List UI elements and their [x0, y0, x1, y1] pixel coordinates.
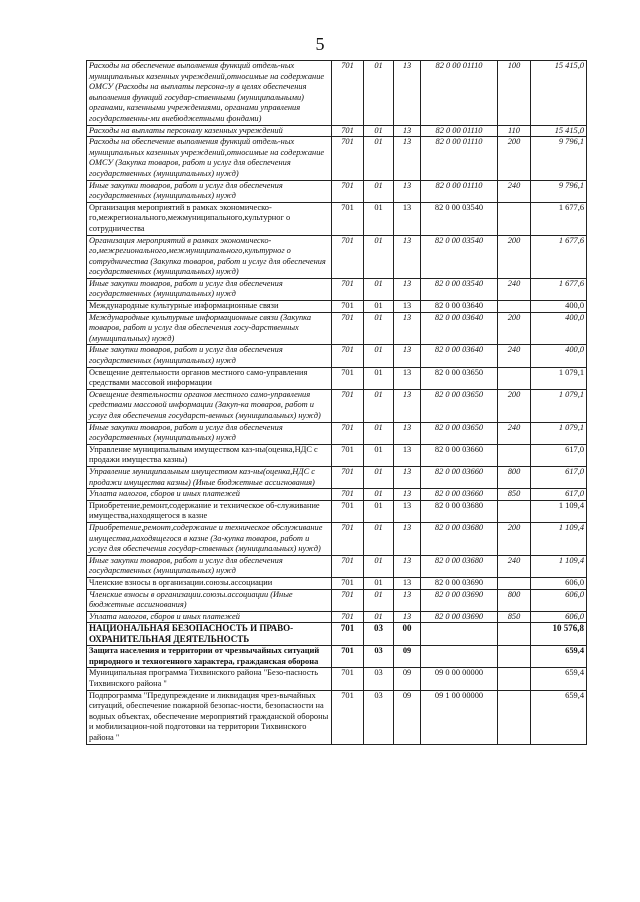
row-subsection-code-cell: 13: [394, 522, 421, 555]
row-section-code-cell: 01: [364, 444, 394, 466]
row-section-code-cell: 01: [364, 312, 394, 345]
row-expense-type-cell: 240: [498, 180, 531, 202]
table-row: [87, 202, 587, 235]
row-expense-type-cell: [498, 668, 531, 690]
row-name-cell: Управление муниципальным имуществом каз-ны(оценка,НДС с продажи имущества казны) (Иные бюджетные ассигнования): [87, 466, 332, 488]
row-target-article-cell: 82 0 00 01110: [421, 61, 498, 126]
row-section-code-cell: 01: [364, 589, 394, 611]
row-name-cell: Членские взносы в организации.союзы.ассоциации (Иные бюджетные ассигнования): [87, 589, 332, 611]
row-subsection-code-cell: 13: [394, 345, 421, 367]
row-expense-type-cell: 240: [498, 555, 531, 577]
row-subsection-code-cell: 13: [394, 422, 421, 444]
table-row: [87, 367, 587, 389]
table-row: [87, 301, 587, 313]
row-subsection-code-cell: 13: [394, 489, 421, 501]
row-subsection-code-cell: 09: [394, 668, 421, 690]
row-amount-cell: 400,0: [531, 345, 587, 367]
table-row: [87, 389, 587, 422]
row-admin-code-cell: 701: [332, 623, 364, 646]
row-name-cell: Расходы на обеспечение выполнения функций отдель-ных муниципальных казенных учреждений,относимые на содержание ОМСУ (Закупка товаров, работ и услуг для обеспечения государственных (муниципальных) нужд): [87, 137, 332, 180]
row-admin-code-cell: 701: [332, 646, 364, 668]
row-expense-type-cell: 800: [498, 466, 531, 488]
row-subsection-code-cell: 13: [394, 137, 421, 180]
row-admin-code-cell: 701: [332, 668, 364, 690]
table-row: [87, 444, 587, 466]
row-section-code-cell: 01: [364, 125, 394, 137]
row-section-code-cell: 03: [364, 668, 394, 690]
row-subsection-code-cell: 13: [394, 278, 421, 300]
row-target-article-cell: 82 0 00 03690: [421, 589, 498, 611]
row-subsection-code-cell: 13: [394, 125, 421, 137]
row-admin-code-cell: 701: [332, 690, 364, 744]
row-section-code-cell: 01: [364, 202, 394, 235]
row-target-article-cell: 82 0 00 03540: [421, 235, 498, 278]
row-expense-type-cell: 200: [498, 137, 531, 180]
row-target-article-cell: 82 0 00 03650: [421, 422, 498, 444]
row-section-code-cell: 01: [364, 500, 394, 522]
table-row: [87, 61, 587, 126]
row-amount-cell: 1 079,1: [531, 422, 587, 444]
row-admin-code-cell: 701: [332, 137, 364, 180]
row-admin-code-cell: 701: [332, 180, 364, 202]
row-name-cell: Защита населения и территории от чрезвычайных ситуаций природного и техногенного характера, гражданская оборона: [87, 646, 332, 668]
row-target-article-cell: 82 0 00 03680: [421, 500, 498, 522]
table-row: [87, 668, 587, 690]
row-subsection-code-cell: 13: [394, 301, 421, 313]
row-admin-code-cell: 701: [332, 278, 364, 300]
row-target-article-cell: 82 0 00 03650: [421, 389, 498, 422]
row-amount-cell: 606,0: [531, 577, 587, 589]
row-target-article-cell: 82 0 00 03690: [421, 611, 498, 623]
row-subsection-code-cell: 09: [394, 690, 421, 744]
row-section-code-cell: 01: [364, 389, 394, 422]
row-amount-cell: 1 109,4: [531, 500, 587, 522]
row-subsection-code-cell: 13: [394, 500, 421, 522]
row-target-article-cell: 82 0 00 03640: [421, 312, 498, 345]
row-expense-type-cell: 850: [498, 611, 531, 623]
budget-table: [86, 60, 587, 745]
row-section-code-cell: 01: [364, 577, 394, 589]
row-amount-cell: 1 079,1: [531, 389, 587, 422]
row-name-cell: Расходы на выплаты персоналу казенных учреждений: [87, 125, 332, 137]
row-target-article-cell: 82 0 00 03640: [421, 345, 498, 367]
row-target-article-cell: [421, 646, 498, 668]
row-name-cell: Международные культурные информационные связи: [87, 301, 332, 313]
row-name-cell: Управление муниципальным имуществом каз-ны(оценка,НДС с продажи имущества казны): [87, 444, 332, 466]
table-row: [87, 611, 587, 623]
row-section-code-cell: 01: [364, 235, 394, 278]
row-amount-cell: 617,0: [531, 489, 587, 501]
table-row: [87, 555, 587, 577]
row-section-code-cell: 01: [364, 367, 394, 389]
row-name-cell: Иные закупки товаров, работ и услуг для обеспечения государственных (муниципальных) нужд: [87, 278, 332, 300]
row-admin-code-cell: 701: [332, 61, 364, 126]
row-admin-code-cell: 701: [332, 345, 364, 367]
row-target-article-cell: 82 0 00 01110: [421, 180, 498, 202]
row-expense-type-cell: 240: [498, 345, 531, 367]
row-expense-type-cell: [498, 690, 531, 744]
table-row: [87, 180, 587, 202]
row-name-cell: Освещение деятельности органов местного само-управления средствами массовой информации: [87, 367, 332, 389]
table-row: [87, 690, 587, 744]
row-admin-code-cell: 701: [332, 444, 364, 466]
row-amount-cell: 9 796,1: [531, 137, 587, 180]
row-section-code-cell: 01: [364, 180, 394, 202]
row-name-cell: Уплата налогов, сборов и иных платежей: [87, 489, 332, 501]
row-expense-type-cell: 200: [498, 389, 531, 422]
row-expense-type-cell: [498, 623, 531, 646]
row-section-code-cell: 01: [364, 522, 394, 555]
row-amount-cell: 15 415,0: [531, 125, 587, 137]
row-expense-type-cell: 240: [498, 422, 531, 444]
row-subsection-code-cell: 13: [394, 235, 421, 278]
row-target-article-cell: [421, 623, 498, 646]
row-section-code-cell: 01: [364, 555, 394, 577]
row-section-code-cell: 01: [364, 61, 394, 126]
row-amount-cell: 606,0: [531, 611, 587, 623]
row-expense-type-cell: [498, 500, 531, 522]
row-amount-cell: 1 677,6: [531, 202, 587, 235]
row-admin-code-cell: 701: [332, 500, 364, 522]
row-name-cell: Иные закупки товаров, работ и услуг для обеспечения государственных (муниципальных) нужд: [87, 422, 332, 444]
row-expense-type-cell: 200: [498, 522, 531, 555]
row-admin-code-cell: 701: [332, 301, 364, 313]
row-section-code-cell: 03: [364, 690, 394, 744]
row-expense-type-cell: [498, 577, 531, 589]
table-row: [87, 345, 587, 367]
row-admin-code-cell: 701: [332, 611, 364, 623]
row-amount-cell: 1 677,6: [531, 235, 587, 278]
row-target-article-cell: 82 0 00 03680: [421, 555, 498, 577]
row-subsection-code-cell: 09: [394, 646, 421, 668]
row-amount-cell: 659,4: [531, 646, 587, 668]
row-subsection-code-cell: 00: [394, 623, 421, 646]
budget-table-body: [87, 61, 587, 745]
table-row: [87, 623, 587, 646]
row-amount-cell: 617,0: [531, 444, 587, 466]
row-expense-type-cell: 100: [498, 61, 531, 126]
row-subsection-code-cell: 13: [394, 367, 421, 389]
row-name-cell: Расходы на обеспечение выполнения функций отдель-ных муниципальных казенных учреждений,относимые на содержание ОМСУ (Расходы на выплаты персона-лу в целях обеспечения выполнения функций государ-ственными (муниципальными) органами, казенными учреждениями, органами управления государственны-ми внебюджетными фондами): [87, 61, 332, 126]
row-target-article-cell: 82 0 00 03660: [421, 444, 498, 466]
row-admin-code-cell: 701: [332, 367, 364, 389]
row-expense-type-cell: 850: [498, 489, 531, 501]
row-subsection-code-cell: 13: [394, 202, 421, 235]
row-subsection-code-cell: 13: [394, 444, 421, 466]
row-amount-cell: 1 109,4: [531, 555, 587, 577]
row-admin-code-cell: 701: [332, 522, 364, 555]
row-target-article-cell: 82 0 00 03660: [421, 489, 498, 501]
row-target-article-cell: 82 0 00 03680: [421, 522, 498, 555]
row-expense-type-cell: [498, 646, 531, 668]
row-expense-type-cell: [498, 301, 531, 313]
row-subsection-code-cell: 13: [394, 555, 421, 577]
row-target-article-cell: 82 0 00 01110: [421, 125, 498, 137]
row-section-code-cell: 01: [364, 137, 394, 180]
row-subsection-code-cell: 13: [394, 389, 421, 422]
row-target-article-cell: 82 0 00 03690: [421, 577, 498, 589]
row-amount-cell: 400,0: [531, 312, 587, 345]
table-row: [87, 500, 587, 522]
row-subsection-code-cell: 13: [394, 180, 421, 202]
row-admin-code-cell: 701: [332, 466, 364, 488]
row-target-article-cell: 09 1 00 00000: [421, 690, 498, 744]
row-expense-type-cell: 800: [498, 589, 531, 611]
row-subsection-code-cell: 13: [394, 466, 421, 488]
row-amount-cell: 400,0: [531, 301, 587, 313]
row-target-article-cell: 82 0 00 01110: [421, 137, 498, 180]
row-amount-cell: 15 415,0: [531, 61, 587, 126]
row-subsection-code-cell: 13: [394, 312, 421, 345]
row-name-cell: Подпрограмма "Предупреждение и ликвидация чрез-вычайных ситуаций, обеспечение пожарной безопас-ности, безопасности на водных объектах, обеспечение мероприятий гражданской обороны и мобилизацион-ной подготовки на территории Тихвинского района ": [87, 690, 332, 744]
row-name-cell: Международные культурные информационные связи (Закупка товаров, работ и услуг для обеспечения госу-дарственных (муниципальных) нужд): [87, 312, 332, 345]
row-admin-code-cell: 701: [332, 577, 364, 589]
row-expense-type-cell: 200: [498, 312, 531, 345]
row-amount-cell: 1 109,4: [531, 522, 587, 555]
row-subsection-code-cell: 13: [394, 589, 421, 611]
row-section-code-cell: 01: [364, 345, 394, 367]
row-section-code-cell: 03: [364, 646, 394, 668]
row-admin-code-cell: 701: [332, 389, 364, 422]
table-row: [87, 522, 587, 555]
row-expense-type-cell: [498, 367, 531, 389]
row-admin-code-cell: 701: [332, 312, 364, 345]
row-name-cell: Членские взносы в организации.союзы.ассоциации: [87, 577, 332, 589]
row-name-cell: Иные закупки товаров, работ и услуг для обеспечения государственных (муниципальных) нужд: [87, 180, 332, 202]
row-amount-cell: 10 576,8: [531, 623, 587, 646]
row-admin-code-cell: 701: [332, 202, 364, 235]
row-name-cell: Организация мероприятий в рамках экономическо-го,межрегионального,межмуниципального,культурног о сотрудничества: [87, 202, 332, 235]
table-row: [87, 422, 587, 444]
row-amount-cell: 1 677,6: [531, 278, 587, 300]
row-section-code-cell: 03: [364, 623, 394, 646]
row-section-code-cell: 01: [364, 278, 394, 300]
row-amount-cell: 1 079,1: [531, 367, 587, 389]
row-name-cell: Приобретение,ремонт,содержание и техническое об-служивание имущества,находящегося в казне: [87, 500, 332, 522]
row-subsection-code-cell: 13: [394, 577, 421, 589]
row-admin-code-cell: 701: [332, 422, 364, 444]
row-admin-code-cell: 701: [332, 589, 364, 611]
table-row: [87, 278, 587, 300]
row-subsection-code-cell: 13: [394, 611, 421, 623]
row-admin-code-cell: 701: [332, 235, 364, 278]
row-subsection-code-cell: 13: [394, 61, 421, 126]
row-expense-type-cell: [498, 444, 531, 466]
row-name-cell: Организация мероприятий в рамках экономическо-го,межрегионального,межмуниципального,культурног о сотрудничества (Закупка товаров, работ и услуг для обеспечения государственных (муниципальных) нужд): [87, 235, 332, 278]
row-name-cell: Уплата налогов, сборов и иных платежей: [87, 611, 332, 623]
table-row: [87, 577, 587, 589]
row-expense-type-cell: 200: [498, 235, 531, 278]
table-row: [87, 125, 587, 137]
row-expense-type-cell: 240: [498, 278, 531, 300]
row-name-cell: НАЦИОНАЛЬНАЯ БЕЗОПАСНОСТЬ И ПРАВО-ОХРАНИТЕЛЬНАЯ ДЕЯТЕЛЬНОСТЬ: [87, 623, 332, 646]
table-row: [87, 589, 587, 611]
row-target-article-cell: 09 0 00 00000: [421, 668, 498, 690]
row-target-article-cell: 82 0 00 03540: [421, 202, 498, 235]
table-row: [87, 312, 587, 345]
row-amount-cell: 659,4: [531, 668, 587, 690]
row-name-cell: Иные закупки товаров, работ и услуг для обеспечения государственных (муниципальных) нужд: [87, 555, 332, 577]
row-amount-cell: 659,4: [531, 690, 587, 744]
row-admin-code-cell: 701: [332, 125, 364, 137]
row-admin-code-cell: 701: [332, 489, 364, 501]
table-row: [87, 137, 587, 180]
table-row: [87, 489, 587, 501]
row-name-cell: Муниципальная программа Тихвинского района "Безо-пасность Тихвинского района ": [87, 668, 332, 690]
row-name-cell: Приобретение,ремонт,содержание и техническое обслуживание имущества,находящегося в казне (За-купка товаров, работ и услуг для обеспечения государ-ственных (муниципальных) нужд): [87, 522, 332, 555]
row-name-cell: Освещение деятельности органов местного само-управления средствами массовой информации (Закуп-ка товаров, работ и услуг для обеспечения государст-венных (муниципальных) нужд): [87, 389, 332, 422]
row-target-article-cell: 82 0 00 03650: [421, 367, 498, 389]
row-expense-type-cell: 110: [498, 125, 531, 137]
row-section-code-cell: 01: [364, 466, 394, 488]
row-target-article-cell: 82 0 00 03640: [421, 301, 498, 313]
table-row: [87, 235, 587, 278]
row-section-code-cell: 01: [364, 489, 394, 501]
row-expense-type-cell: [498, 202, 531, 235]
row-amount-cell: 617,0: [531, 466, 587, 488]
row-target-article-cell: 82 0 00 03660: [421, 466, 498, 488]
page-number: 5: [315, 34, 325, 54]
row-admin-code-cell: 701: [332, 555, 364, 577]
row-section-code-cell: 01: [364, 422, 394, 444]
row-amount-cell: 9 796,1: [531, 180, 587, 202]
row-amount-cell: 606,0: [531, 589, 587, 611]
table-row: [87, 646, 587, 668]
row-section-code-cell: 01: [364, 301, 394, 313]
row-section-code-cell: 01: [364, 611, 394, 623]
row-name-cell: Иные закупки товаров, работ и услуг для обеспечения государственных (муниципальных) нужд: [87, 345, 332, 367]
row-target-article-cell: 82 0 00 03540: [421, 278, 498, 300]
table-row: [87, 466, 587, 488]
